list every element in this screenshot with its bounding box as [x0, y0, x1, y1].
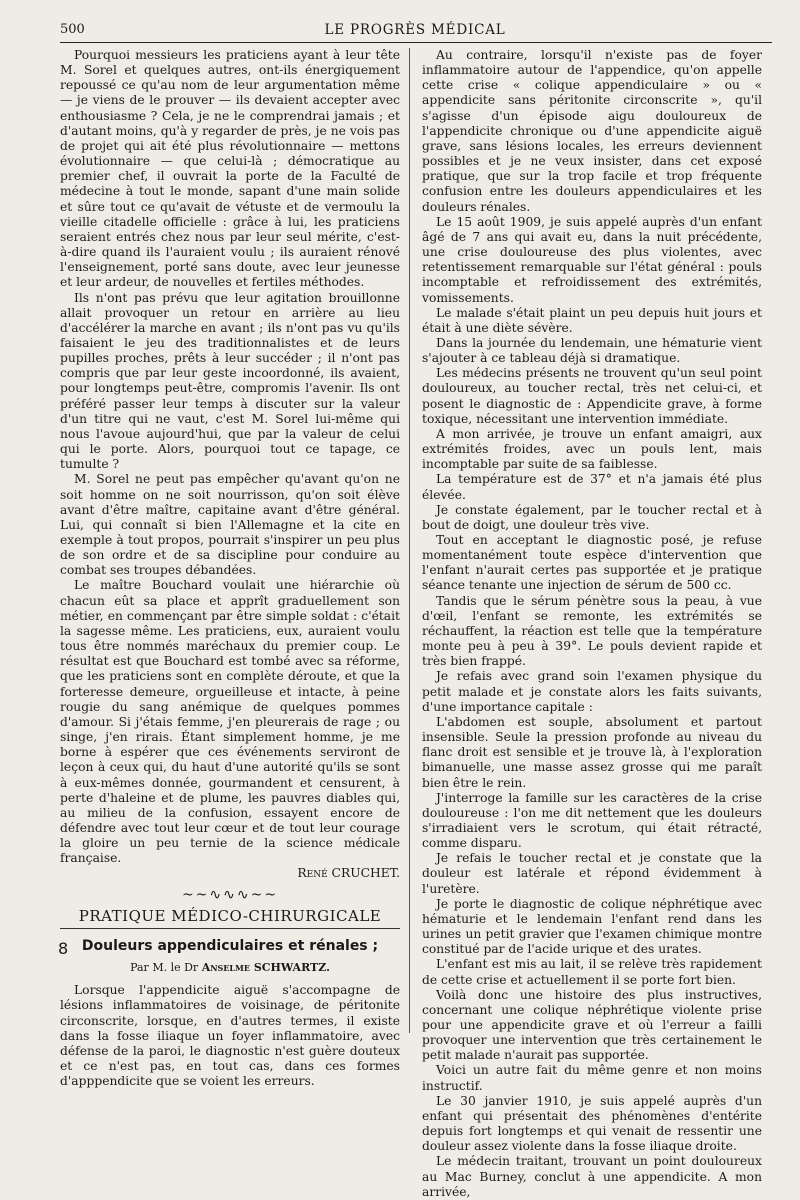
author-signature: René CRUCHET. [297, 866, 400, 881]
paragraph: Voici un autre fait du même genre et non moins instructif. [422, 1063, 762, 1093]
article-title-text: Douleurs appendiculaires et rénales ; [81, 937, 379, 954]
section-title: PRATIQUE MÉDICO-CHIRURGICALE [60, 909, 400, 929]
paragraph: Tout en acceptant le diagnostic posé, je refuse momentanément toute espèce d'intervention que l'enfant n'aurait certes pas supportée et je pratique séance tenante une injection de sérum de 500 cc. [422, 533, 762, 593]
paragraph: L'abdomen est souple, absolument et partout insensible. Seule la pression profonde au niveau du flanc droit est sensible et je trouve là, à l'exploration bimanuelle, une masse assez grosse qui me paraît bien être le rein. [422, 714, 762, 790]
paragraph: Dans la journée du lendemain, une hématurie vient s'ajouter à ce tableau déjà si dramatique. [422, 335, 762, 366]
journal-title: LE PROGRÈS MÉDICAL [324, 22, 506, 38]
paragraph: Je constate également, par le toucher rectal et à bout de doigt, une douleur très vive. [422, 502, 762, 532]
article-title [58, 937, 400, 958]
paragraph: Le maître Bouchard voulait une hiérarchie où chacun eût sa place et apprît graduellement son métier, en commençant par être simple soldat : c'était la sagesse même. Les praticiens, eux, auraient voulu tous être nommés maréchaux du premier coup. Le résultat est que Bouchard est tombé avec sa réforme, que les praticiens sont en complète déroute, et que la forteresse demeure, orgueilleuse et intacte, à peine rougie du sang anémique de quelques pommes d'amour. Si j'étais femme, j'en pleurerais de rage ; ou singe, j'en rirais. Étant simplement homme, je me borne à espérer que ces événements serviront de leçon à ceux qui, du haut d'une autorité qu'ils se sont à eux-mêmes donnée, gourmandent et censurent, à perte d'haleine et de plume, les pauvres diables qui, au milieu de la confusion, essayent encore de défendre avec tout leur cœur et de tout leur courage la gloire un peu ternie de la science médicale française. [60, 578, 400, 866]
left-column [60, 48, 400, 1089]
paragraph: La température est de 37° et n'a jamais été plus élevée. [422, 472, 762, 502]
paragraph: Le 15 août 1909, je suis appelé auprès d'un enfant âgé de 7 ans qui avait eu, dans la nuit précédente, une crise douloureuse des plus violentes, avec retentissement remarquable sur l'état général : pouls incomptable et refroidissement des extrémités, vomissements. [422, 214, 762, 305]
paragraph: Les médecins présents ne trouvent qu'un seul point douloureux, au toucher rectal, très net celui-ci, et posent le diagnostic de : Appendicite grave, à forme toxique, nécessitant une intervention immédiate. [422, 366, 762, 426]
paragraph: Le médecin traitant, trouvant un point douloureux au Mac Burney, conclut à une appendicite. A mon arrivée, [422, 1154, 762, 1199]
paragraph: Voilà donc une histoire des plus instructives, concernant une colique néphrétique violente prise pour une appendicite grave et où l'erreur a failli provoquer une intervention que très certainement le petit malade n'aurait pas supportée. [422, 987, 762, 1063]
page-number: 500 [60, 22, 85, 37]
paragraph: Je refais le toucher rectal et je constate que la douleur est latérale et répond évidemment à l'uretère. [422, 851, 762, 896]
paragraph: Lorsque l'appendicite aiguë s'accompagne de lésions inflammatoires de voisinage, de péritonite circonscrite, lorsque, en d'autres termes, il existe dans la fosse iliaque un foyer inflammatoire, avec défense de la paroi, le diagnostic n'est guère douteux et ce n'est pas, en tout cas, dans ces formes d'apppendicite que se voient les erreurs. [60, 983, 400, 1089]
paragraph: Au contraire, lorsqu'il n'existe pas de foyer inflammatoire autour de l'appendice, qu'on appelle cette crise « colique appendiculaire » ou « appendicite sans péritonite circonscrite », qu'il s'agisse d'un épisode aigu douloureux de l'appendicite chronique ou d'une appendicite aiguë grave, sans lésions locales, les erreurs deviennent possibles et je ne veux insister, dans cet exposé pratique, que sur la trop facile et trop fréquente confusion entre les douleurs appendiculaires et les douleurs rénales. [422, 48, 762, 214]
paragraph: Le 30 janvier 1910, je suis appelé auprès d'un enfant qui présentait des phénomènes d'entérite depuis fort longtemps et qui venait de ressentir une douleur assez violente dans la fosse iliaque droite. [422, 1093, 762, 1154]
paragraph: Je refais avec grand soin l'examen physique du petit malade et je constate alors les faits suivants, d'une importance capitale : [422, 669, 762, 714]
paragraph: Je porte le diagnostic de colique néphrétique avec hématurie et le lendemain l'enfant rend dans les urines un petit gravier que l'examen chimique montre constitué par de l'acide urique et des urates. [422, 896, 762, 957]
paragraph: Ils n'ont pas prévu que leur agitation brouillonne allait provoquer un retour en arrière au lieu d'accélérer la marche en avant ; ils n'ont pas vu qu'ils faisaient le jeu des traditionnalistes et de leurs pupilles proches, prêts à leur succéder ; il n'ont pas compris que par leur geste incoordonné, ils avaient, pour longtemps peut-être, compromis l'avenir. Ils ont préféré passer leur temps à discuter sur la valeur d'un titre qui ne vaut, c'est M. Sorel lui-même qui nous l'avoue aujourd'hui, que par la valeur de celui qui le porte. Alors, pourquoi tout ce tapage, ce tumulte ? [60, 290, 400, 472]
ornament-divider: ~~∿∿∿~~ [181, 886, 279, 903]
paragraph: L'enfant est mis au lait, il se relève très rapidement de cette crise et actuellement il se porte fort bien. [422, 957, 762, 987]
paragraph: M. Sorel ne peut pas empêcher qu'avant qu'on ne soit homme on ne soit nourrisson, qu'on soit élève avant d'être maître, capitaine avant d'être général. Lui, qui connaît si bien l'Allemagne et la cite en exemple à tout propos, pourrait s'inspirer un peu plus de son ordre et de sa discipline pour conduire au combat ses troupes débandées. [60, 472, 400, 578]
paragraph: A mon arrivée, je trouve un enfant amaigri, aux extrémités froides, avec un pouls lent, mais incomptable par suite de sa faiblesse. [422, 426, 762, 472]
byline [60, 960, 400, 975]
paragraph: Le malade s'était plaint un peu depuis huit jours et était à une diète sévère. [422, 305, 762, 335]
paragraph: Pourquoi messieurs les praticiens ayant à leur tête M. Sorel et quelques autres, ont-ils énergiquement repoussé ce qu'au nom de leur argumentation même — je viens de le prouver — ils devaient accepter avec enthousiasme ? Cela, je ne le comprendrai jamais ; et d'autant moins, qu'à y regarder de près, je ne vois pas de projet qui ait été plus révolutionnaire — mettons évolutionnaire — que celui-là ; démocratique au premier chef, il ouvrait la porte de la Faculté de médecine à tout le monde, sapant d'une main solide et sûre tout ce qu'avait de vétuste et de vermoulu la vieille citadelle officielle : grâce à lui, les praticiens seraient entrés chez nous par leur seul mérite, c'est-à-dire quand ils l'auraient voulu ; ils auraient rénové l'enseignement, porté sans doute, avec leur jeunesse et leur ardeur, de nouvelles et fertiles méthodes. [60, 48, 400, 290]
column-divider [409, 48, 410, 1033]
right-column [422, 48, 762, 1200]
handwritten-mark: 8 [58, 938, 69, 958]
byline-author: Anselme SCHWARTZ. [201, 961, 330, 975]
header-rule [60, 42, 772, 43]
paragraph: Tandis que le sérum pénètre sous la peau, à vue d'œil, l'enfant se remonte, les extrémités se réchauffent, la réaction est telle que la température monte peu à peu à 39°. Le pouls devient rapide et très bien frappé. [422, 593, 762, 669]
byline-prefix: Par M. le Dr [130, 961, 199, 975]
page-header [60, 22, 770, 42]
paragraph: J'interroge la famille sur les caractères de la crise douloureuse : l'on me dit nettement que les douleurs s'irradiaient vers le scrotum, qui était rétracté, comme disparu. [422, 790, 762, 851]
